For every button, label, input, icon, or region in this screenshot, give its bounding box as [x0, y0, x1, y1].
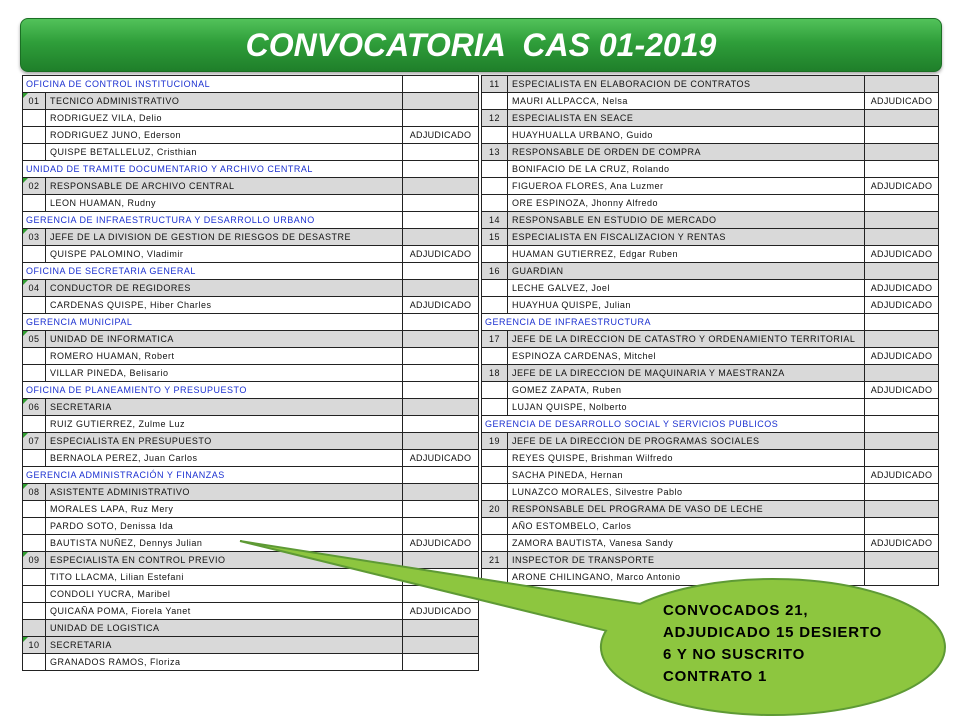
position-title: TECNICO ADMINISTRATIVO [46, 93, 403, 109]
position-number: 15 [488, 232, 500, 242]
result-status: ADJUDICADO [865, 246, 939, 262]
position-number: 19 [488, 436, 500, 446]
position-title: ESPECIALISTA EN ELABORACION DE CONTRATOS [508, 76, 865, 92]
department-name: OFICINA DE PLANEAMIENTO Y PRESUPUESTO [23, 382, 403, 398]
position-number: 16 [488, 266, 500, 276]
position-title: JEFE DE LA DIRECCION DE PROGRAMAS SOCIALES [508, 433, 865, 449]
result-status: ADJUDICADO [865, 467, 939, 483]
position-title: RESPONSABLE EN ESTUDIO DE MERCADO [508, 212, 865, 228]
candidate-name: HUAMAN GUTIERREZ, Edgar Ruben [508, 246, 865, 262]
position-title: ESPECIALISTA EN CONTROL PREVIO [46, 552, 403, 568]
position-number: 21 [488, 555, 500, 565]
callout-line: 6 Y NO SUSCRITO [663, 646, 806, 663]
position-number: 11 [489, 79, 500, 89]
candidate-name: TITO LLACMA, Lilian Estefani [46, 569, 403, 585]
candidate-name: REYES QUISPE, Brishman Wilfredo [508, 450, 865, 466]
candidate-name: PARDO SOTO, Denissa Ida [46, 518, 403, 534]
position-number: 01 [28, 96, 40, 106]
position-number: 18 [488, 368, 500, 378]
result-status: ADJUDICADO [865, 297, 939, 313]
position-number: 14 [488, 215, 500, 225]
candidate-name: RODRIGUEZ JUNO, Ederson [46, 127, 403, 143]
position-title: JEFE DE LA DIRECCION DE CATASTRO Y ORDENAMIENTO TERRITORIAL [508, 331, 865, 347]
position-number: 04 [28, 283, 40, 293]
result-status: ADJUDICADO [865, 382, 939, 398]
position-number: 17 [488, 334, 500, 344]
position-title: RESPONSABLE DEL PROGRAMA DE VASO DE LECHE [508, 501, 865, 517]
department-name: GERENCIA DE INFRAESTRUCTURA Y DESARROLLO URBANO [23, 212, 403, 228]
candidate-name: CONDOLI YUCRA, Maribel [46, 586, 403, 602]
candidate-name: LEON HUAMAN, Rudny [46, 195, 403, 211]
result-status: ADJUDICADO [403, 297, 479, 313]
callout-line: CONVOCADOS 21, [663, 602, 809, 619]
candidate-name: BAUTISTA NUÑEZ, Dennys Julian [46, 535, 403, 551]
result-status: ADJUDICADO [403, 603, 479, 619]
position-title: JEFE DE LA DIVISION DE GESTION DE RIESGOS DE DESASTRE [46, 229, 403, 245]
position-number: 09 [28, 555, 40, 565]
candidate-name: AÑO ESTOMBELO, Carlos [508, 518, 865, 534]
candidate-name: RODRIGUEZ VILA, Delio [46, 110, 403, 126]
position-title: SECRETARIA [46, 399, 403, 415]
candidate-name: GOMEZ ZAPATA, Ruben [508, 382, 865, 398]
position-title: ASISTENTE ADMINISTRATIVO [46, 484, 403, 500]
callout-text [663, 600, 882, 688]
department-name: GERENCIA DE DESARROLLO SOCIAL Y SERVICIOS PUBLICOS [482, 416, 865, 432]
candidate-name: BERNAOLA PEREZ, Juan Carlos [46, 450, 403, 466]
candidate-name: RUIZ GUTIERREZ, Zulme Luz [46, 416, 403, 432]
candidate-name: GRANADOS RAMOS, Floriza [46, 654, 403, 670]
result-status: ADJUDICADO [865, 348, 939, 364]
position-number: 13 [488, 147, 500, 157]
candidate-name: QUICAÑA POMA, Fiorela Yanet [46, 603, 403, 619]
position-number: 05 [28, 334, 40, 344]
position-number: 08 [28, 487, 40, 497]
candidate-name: HUAYHUALLA URBANO, Guido [508, 127, 865, 143]
result-status: ADJUDICADO [865, 178, 939, 194]
result-status: ADJUDICADO [403, 450, 479, 466]
department-name: UNIDAD DE TRAMITE DOCUMENTARIO Y ARCHIVO CENTRAL [23, 161, 403, 177]
result-status: ADJUDICADO [865, 535, 939, 551]
position-number: 03 [28, 232, 40, 242]
position-title: ESPECIALISTA EN PRESUPUESTO [46, 433, 403, 449]
department-name: OFICINA DE SECRETARIA GENERAL [23, 263, 403, 279]
department-name: GERENCIA MUNICIPAL [23, 314, 403, 330]
candidate-name: HUAYHUA QUISPE, Julian [508, 297, 865, 313]
result-status: ADJUDICADO [865, 93, 939, 109]
candidate-name: FIGUEROA FLORES, Ana Luzmer [508, 178, 865, 194]
result-status: ADJUDICADO [403, 127, 479, 143]
position-title: RESPONSABLE DE ORDEN DE COMPRA [508, 144, 865, 160]
department-name: OFICINA DE CONTROL INSTITUCIONAL [23, 76, 403, 92]
candidate-name: MAURI ALLPACCA, Nelsa [508, 93, 865, 109]
position-title: ESPECIALISTA EN FISCALIZACION Y RENTAS [508, 229, 865, 245]
callout-line: ADJUDICADO 15 DESIERTO [663, 624, 883, 641]
candidate-name: SACHA PINEDA, Hernan [508, 467, 865, 483]
position-number: 02 [28, 181, 40, 191]
department-name: GERENCIA ADMINISTRACIÓN Y FINANZAS [23, 467, 403, 483]
position-title: INSPECTOR DE TRANSPORTE [508, 552, 865, 568]
page-title: CONVOCATORIA CAS 01-2019 [245, 27, 717, 63]
position-title: CONDUCTOR DE REGIDORES [46, 280, 403, 296]
candidate-name: LECHE GALVEZ, Joel [508, 280, 865, 296]
callout-line: CONTRATO 1 [663, 668, 768, 685]
position-title: ESPECIALISTA EN SEACE [508, 110, 865, 126]
position-title: UNIDAD DE INFORMATICA [46, 331, 403, 347]
position-number: 07 [28, 436, 40, 446]
candidate-name: ZAMORA BAUTISTA, Vanesa Sandy [508, 535, 865, 551]
result-status: ADJUDICADO [403, 246, 479, 262]
position-title: UNIDAD DE LOGISTICA [46, 620, 403, 636]
position-number: 20 [488, 504, 500, 514]
candidate-name: VILLAR PINEDA, Belisario [46, 365, 403, 381]
position-title: RESPONSABLE DE ARCHIVO CENTRAL [46, 178, 403, 194]
department-name: GERENCIA DE INFRAESTRUCTURA [482, 314, 865, 330]
candidate-name: MORALES LAPA, Ruz Mery [46, 501, 403, 517]
candidate-name: ROMERO HUAMAN, Robert [46, 348, 403, 364]
candidate-name: ARONE CHILINGANO, Marco Antonio [508, 569, 865, 585]
result-status: ADJUDICADO [865, 280, 939, 296]
candidate-name: CARDENAS QUISPE, Hiber Charles [46, 297, 403, 313]
candidate-name: LUJAN QUISPE, Nolberto [508, 399, 865, 415]
position-number: 06 [28, 402, 40, 412]
candidate-name: ESPINOZA CARDENAS, Mitchel [508, 348, 865, 364]
candidate-name: LUNAZCO MORALES, Silvestre Pablo [508, 484, 865, 500]
position-number: 12 [488, 113, 500, 123]
candidate-name: BONIFACIO DE LA CRUZ, Rolando [508, 161, 865, 177]
position-number: 10 [28, 640, 40, 650]
candidate-name: ORE ESPINOZA, Jhonny Alfredo [508, 195, 865, 211]
position-title: SECRETARIA [46, 637, 403, 653]
position-title: JEFE DE LA DIRECCION DE MAQUINARIA Y MAESTRANZA [508, 365, 865, 381]
position-title: GUARDIAN [508, 263, 865, 279]
candidate-name: QUISPE PALOMINO, Vladimir [46, 246, 403, 262]
result-status: ADJUDICADO [403, 535, 479, 551]
candidate-name: QUISPE BETALLELUZ, Cristhian [46, 144, 403, 160]
